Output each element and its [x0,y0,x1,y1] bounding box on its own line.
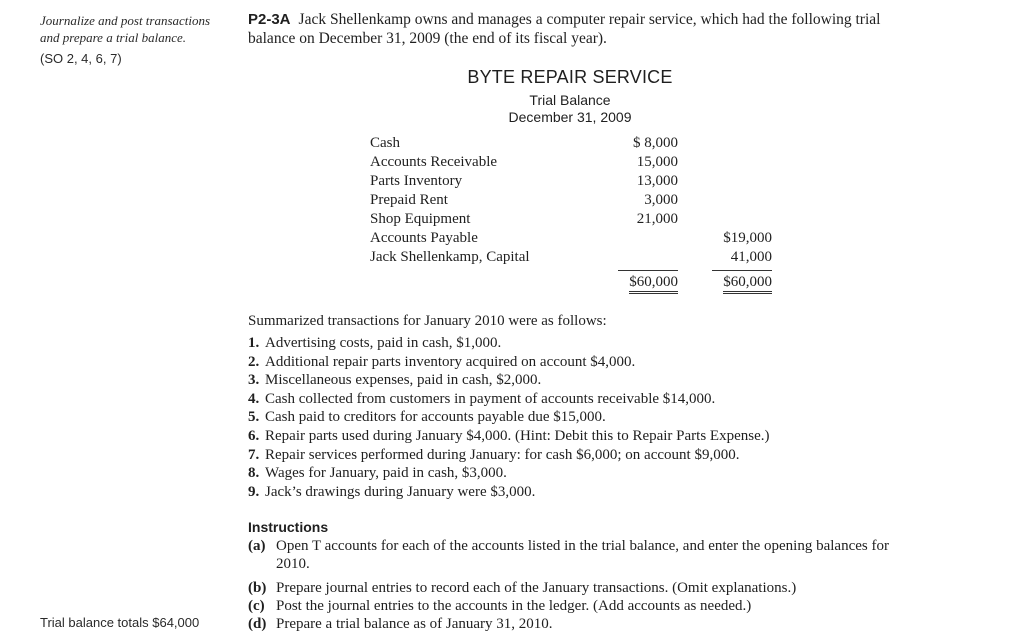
company-name: BYTE REPAIR SERVICE [467,67,673,87]
statement-date: December 31, 2009 [508,109,632,125]
instructions-heading: Instructions [248,519,329,535]
instruction-item [248,615,908,633]
credit-total-rule [712,270,772,271]
instruction-text: Post the journal entries to the accounts in the ledger. (Add accounts as needed.) [276,598,752,614]
item-text: Cash collected from customers in payment of accounts receivable $14,000. [265,390,716,407]
account-name: Shop Equipment [370,211,471,227]
item-text: Advertising costs, paid in cash, $1,000. [265,335,502,351]
item-number: 3. [248,372,260,389]
debit-total [598,273,678,292]
item-number: 6. [248,427,260,444]
debit-amount: 21,000 [636,211,678,227]
transactions-list [248,334,928,501]
debit-amount: 15,000 [636,154,678,170]
instruction-text: Prepare a trial balance as of January 31, 2010. [276,616,553,632]
debit-amount: 13,000 [636,173,678,189]
margin-check-figure: Trial balance totals $64,000 [40,615,200,630]
margin-learning-objective [40,12,240,66]
instruction-letter: (a) [248,538,266,554]
account-name: Accounts Receivable [370,154,498,170]
list-item [248,483,928,502]
problem-text: Jack Shellenkamp owns and manages a computer repair service, which had the following trial balance on December 31, 2009 (the end of its fiscal year). [248,11,881,47]
instruction-item [248,537,908,573]
margin-heading-line1: Journalize and post transactions [40,13,211,28]
table-row [370,210,775,229]
instruction-text: Open T accounts for each of the accounts listed in the trial balance, and enter the opening balances for 2010. [276,538,889,572]
account-name: Accounts Payable [370,230,478,246]
item-text: Wages for January, paid in cash, $3,000. [265,465,507,482]
list-item [248,371,928,390]
item-number: 2. [248,353,260,370]
account-name: Prepaid Rent [370,192,448,208]
table-row [370,134,775,153]
debit-amount: 3,000 [644,192,678,208]
account-name: Jack Shellenkamp, Capital [370,249,530,265]
problem-statement [248,10,898,48]
total-row [370,273,775,292]
margin-heading-line2: and prepare a trial balance. [40,30,186,45]
list-item [248,427,928,446]
account-name: Parts Inventory [370,173,463,189]
item-number: 8. [248,465,260,482]
credit-amount: 41,000 [730,249,772,265]
list-item [248,334,928,353]
statement-title: Trial Balance [529,92,611,108]
item-number: 7. [248,446,260,463]
credit-total [692,273,772,292]
list-item [248,353,928,372]
debit-amount: $ 8,000 [633,135,678,151]
instruction-letter: (d) [248,616,267,632]
list-item [248,446,928,465]
table-row [370,229,775,248]
item-text: Miscellaneous expenses, paid in cash, $2,000. [265,372,542,389]
item-text: Additional repair parts inventory acquired on account $4,000. [265,353,636,370]
instructions-section [248,519,908,633]
trial-balance-table [370,134,775,292]
problem-id: P2-3A [248,11,291,28]
instruction-letter: (b) [248,580,267,596]
instruction-letter: (c) [248,598,265,614]
item-number: 4. [248,390,260,407]
item-number: 1. [248,335,260,351]
credit-amount: $19,000 [723,230,772,246]
list-item [248,464,928,483]
item-text: Repair parts used during January $4,000. (Hint: Debit this to Repair Parts Expense.) [265,427,770,444]
list-item [248,408,928,427]
debit-total-rule [618,270,678,271]
transactions-intro: Summarized transactions for January 2010 were as follows: [248,313,607,329]
table-row [370,172,775,191]
list-item [248,390,928,409]
instruction-item [248,579,908,597]
debit-total-value: $60,000 [629,274,678,294]
instruction-item [248,597,908,615]
item-text: Cash paid to creditors for accounts payable due $15,000. [265,409,606,426]
credit-total-value: $60,000 [723,274,772,294]
table-row [370,191,775,210]
study-objectives: (SO 2, 4, 6, 7) [40,51,122,66]
table-row [370,248,775,267]
table-row [370,153,775,172]
item-number: 9. [248,483,260,500]
account-name: Cash [370,135,400,151]
item-text: Jack’s drawings during January were $3,000. [265,483,536,500]
transactions-section [248,313,928,501]
instruction-text: Prepare journal entries to record each of the January transactions. (Omit explanations.) [276,580,797,596]
item-number: 5. [248,409,260,426]
item-text: Repair services performed during January: for cash $6,000; on account $9,000. [265,446,740,463]
